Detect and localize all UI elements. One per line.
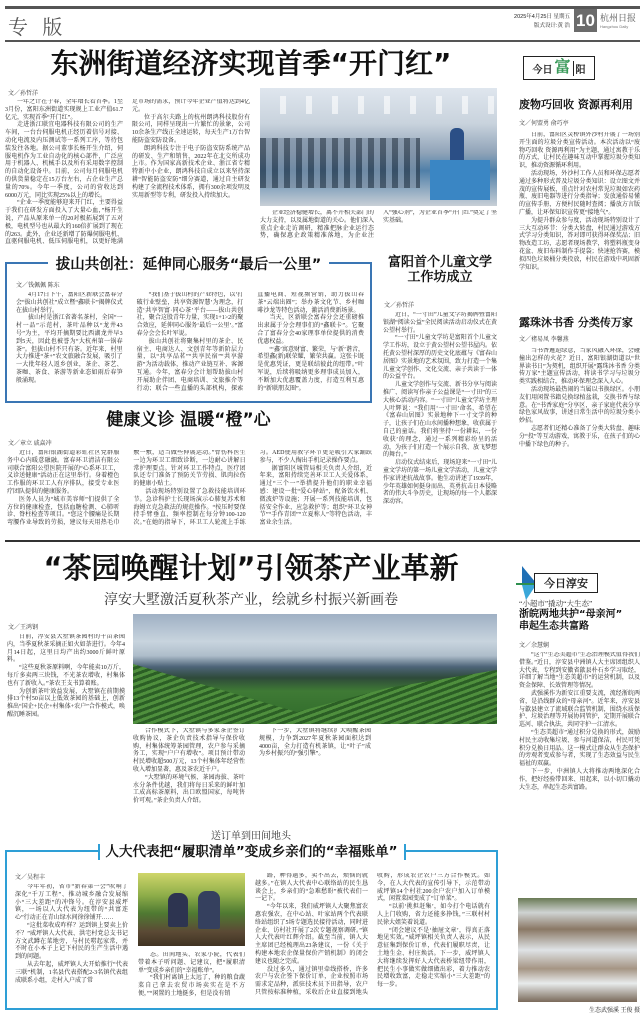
- chunan-sail-icon: [516, 566, 536, 600]
- paragraph: 活动现场特别设置了急救技能培训环节。急诊科护士长现场演示心肺复苏术和海姆立克急救法的规范操作。“按压时要保持手臂垂直，频率控制在每分钟100-120次。”在她的指导下，环卫工人轮流上手练习。AED使用教学环节更是吸引大家踊跃参与，不少人掏出手机记录操作要点。: [133, 450, 372, 527]
- paragraph: 儿童文学创作与交流、新书分享与阅读推广、阅读写作亲子公益课是“一寸田”的三大核心活动内容。“一寸田”儿童文学坊主理人叶辉说：“我们用‘一寸田’命名，希望在《富春山居图》实景地种下一寸文学的种子，让孩子们在山水间播种想象，收获属于自己的童话。我们将坚持‘一份耕耘，一份收获’的理念，通过一系列精彩纷呈的活动，为孩子们打造一个展示自我、放飞梦想的舞台。”: [383, 382, 497, 459]
- bashan-headline: 拔山共创社：延伸同心服务“最后一公里”: [48, 257, 330, 273]
- npc-author: 文／吴程丰: [15, 875, 46, 881]
- paragraph: 武强溪作为新安江重要支流，流经浙皖两省，是沿线群众的“母亲河”。近年来，淳安县与歙县建立了流域联合监管机制，围绕水质保护、垃圾治理等开展协同管护，定期开展联合巡河、联合执法，共同守护一江清水。: [519, 690, 640, 729]
- paragraph: “我们村离镇上太远了，种的粮食蔬菜自己拿去农贸市场卖实在是不方便，”“闲置的土地挺多，但是没有销: [138, 975, 245, 997]
- health-author: 文／章立 戚焱冲: [8, 441, 52, 447]
- river-headline-line2: 串起生态共富路: [519, 621, 589, 632]
- tea-body-under-photo: [133, 728, 497, 810]
- factory-photo: [260, 88, 497, 206]
- chunan-logo-text: 今日淳安: [534, 573, 598, 593]
- npc-headline-wrap: [5, 841, 498, 861]
- paragraph: “一寸田”儿童文学坊是富阳首个儿童文学工作坊，设立于黄公望村公望书屋内。依托黄公望村深厚的历史文化底蕴与《富春山居图》实景地的艺术氛围，致力打造一个集儿童文学创作、文化交流、亲子共读于一体的公益平台。: [383, 335, 497, 381]
- today-chunan-logo: [516, 566, 602, 602]
- dongzhou-body-after-photo: [260, 210, 497, 249]
- paragraph: 医务人员为“城市美容师”们提供了全方位的健康检查，包括血糖检测、心肺听诊、脊柱检查等项目。“您这个腰痛是长期弯腰作业导致的劳损，建议每天用热毛巾敷一敷，适当做些伸展运动。”骨伤科医生一边为环卫工细致诊断，一边耐心讲解日常护理要点。针对环卫工作特点，医疗团队还专门准备了预防关节劳损、肌肉拉伤的健康小贴士。: [7, 450, 246, 527]
- paragraph: 态。田间地头、农家小院，代表们带着本子听问题、记建议，把“履职清单”变成乡亲们的“幸福账单”。: [138, 952, 245, 974]
- logo-text-fu: 富: [554, 56, 571, 76]
- paragraph: 拔山共创社将聚集村里的茶企、民宿主、电商达人、文创青年等新阶层力量，以“共享品茗”“共享民宿”“共享游游”为活动载体，推动产业链互补、客源互通。今年，富春分会计划帮助拔山村开展助企伴团、电商培训、文旅推介等行动；联合一些直播的头部机构，探索直播电商、短视频营销，助力拔山春茶“云端出圈”；举办茶文化节、乡村咖啡沙龙等特色活动，激活消费新场景。: [136, 292, 364, 392]
- dongzhou-author: 文／孙哲洋: [8, 91, 39, 97]
- river-photo: [518, 898, 637, 1002]
- paragraph: 为创新茶叶效益发展，大墅镇在前期摸排13个村50亩以上低效茶园的基础上，创新推出“国企+民企+村集体+农户”合作模式，唤醒沉睡茶园。: [7, 688, 125, 718]
- logo-text-yang: 阳: [573, 61, 586, 76]
- factory-ceiling-lights: [260, 96, 497, 114]
- paragraph: 下一步，中洲镇人大将推动两地深化合作，把好经验带回来、用起来，以小切口撬动大生态，串起生态共富路。: [519, 768, 640, 791]
- paragraph: “这个‘生态美超市’生态治理模式值得我们借鉴。”近日，淳安县中洲镇人大主席团组织人大代表，专程到安徽省歙县朴石乡学习取经，详细了解当地“生态美超市”的运营机制，以及资金保障、长效管理等情况。: [519, 652, 640, 690]
- paragraph: 活动现场，外沙村工作人员和环保志愿者通过多种形式普及垃圾分类知识：设立图文并茂的宣传展板，重点针对农村常见垃圾如农药瓶、废旧电器等进行分类指导；发放通俗易懂的宣传手册，方便村民随时查阅；播放方言版广播，让环保知识宣传更“接地气”。: [519, 170, 640, 216]
- paragraph: “闭会建议不是‘抽屉文章’，得真正落地见实效。”威坪镇相关负责人表示，从民意征集到保价订单，代表们履职尽责，让土地生金、村庄焕活。下一步，威坪镇人大将继续发挥好人大代表桥梁纽带作用，把民生小事做实做细做出彩，着力推动农民增收致富，走稳走实缩小“三大差距”的每一步。: [377, 927, 490, 989]
- tea-body-left: [7, 634, 125, 810]
- paragraph: “大墅镇的环境气候、茶园海拔、茶叶水分条件优越，我们将每日采来的鲜叶加工成高标茶原料，出口欧盟国家，每吨售价可观。”茶企负责人介绍。: [133, 774, 245, 805]
- river-headline-line1: 浙皖两地共护“母亲河”: [519, 609, 623, 620]
- paragraph: 今年年初，省市“新春第一会”吹响了深化“千万工程”、推动城乡融合发展缩小“三大差距”的冲锋号。在淳安县威坪镇，一场以人大代表为纽带的“共富连心”行动正在青山绿水间徐徐铺开……: [15, 884, 128, 922]
- farmer-left: [168, 893, 188, 927]
- tea-author: 文／王鸿钢: [8, 625, 39, 631]
- children-body: [383, 312, 497, 530]
- section-title: 专 版: [8, 15, 67, 39]
- tea-subtitle: 淳安大墅激活夏秋茶产业，绘就乡村振兴新画卷: [104, 592, 398, 608]
- children-author: 文／孙哲洋: [384, 303, 415, 309]
- paragraph: 据富阳区城管局相关负责人介绍，近年来，富阳持续完善环卫工人关爱体系，通过“三个一”举措提升他们的职业幸福感：建设一批“爱心驿站”，配备饮水机、微波炉等设施；开展一系列技能培训，包括安全作业、应急救护等；组织“环卫女神节”“手作青团”“立夏称人”等特色活动，丰富业余生活。: [259, 465, 372, 527]
- health-body: [7, 450, 372, 530]
- paragraph: “企业一季度能够迎来开门红，主要得益于我们在研发方面投入了大量心血，”杨开生说，产品从原来单一的20对极拓展到了五对极，电机型号也从最大的160倍扩展到了现在的263。此外，企业还新增了防爆伺服电机、直驱伺服电机、低压伺服电机，以更好地满足市场的需求，预计今年企业产值将达到4亿元。: [5, 99, 250, 246]
- dew-body: [519, 348, 640, 530]
- river-photo-caption: 生态武强溪 王俊 摄: [588, 1008, 640, 1014]
- npc-body-col2: [138, 952, 245, 1006]
- paragraph: 为提升群众参与度，活动现场特别设计了三大互动环节：分类大转盘，村民通过游戏方式学习分类知识，答对即可获得环保奖品；旧物改造工坊，志愿者现场教学，将塑料瓶变身花盆、废旧布料制作手提袋；快速抢答赛，模拟四色垃圾桶分类投放，村民在游戏中巩固新学知识。: [519, 217, 640, 271]
- children-headline-line1: 富阳首个儿童文学: [387, 255, 492, 270]
- paragraph: 路，种得越多，卖不出去，烦恼的就越多。”在镇人大代表中心联络站的民生恳谈会上，乡亲们的“急难愁盼”被代表们一一记下。: [255, 873, 368, 903]
- paragraph: “这些夏秋茶原料啊，今年能卖10万斤，每斤多卖两三块钱，不光茶农增收，村集体也有了新收入。”茶农王支书算着账。: [7, 665, 125, 687]
- children-headline-line2: 工作坊成立: [407, 270, 473, 285]
- paragraph: 位于高尔夫路上的杭州朗鸿科技股份有限公司，同样呈现出一片繁忙的景象，公司10余条生产线正全速运转，每天生产1万台智能防盗安防设备。: [132, 114, 250, 144]
- paragraph: 一年之计在于春，全年增长看首季。1至3月份，富阳东洲街道实现规上工业产值61.7亿元，实现首季“开门红”。: [5, 99, 123, 121]
- waste-body: [519, 132, 640, 308]
- newspaper-logo: 杭州日报: [600, 13, 637, 23]
- npc-kicker: 送订单到田间地头: [211, 831, 291, 842]
- dew-author: 文／褚易凤 李馨燕: [519, 337, 569, 343]
- paragraph: 合作模式下，大墅镇与多家茶企签订收购协议，茶企负责技术指导与保价收购，村集体统筹茶园管理，农户参与采摘务工，实现“户户有增收”。项目预计带动村民增收超500万元，13个村集体年经营性收入增加显著，惠及茶农近千户。: [133, 728, 245, 773]
- dongzhou-headline: 东洲街道经济实现首季“开门红”: [50, 47, 452, 80]
- paragraph: 拔山村是浙江省著名茶村，全国“一村一品”示范村，茶叶品种以“龙井43号”为主，平均开摘期要比西湖龙井早3到5天，因此也被誉为“大杭州第一锅春茶”。但拔山村不只有茶。近年来，村里大力推进“茶+”农文旅融合发展，吸引了一大批年轻人返乡创业，茶企、茶艺、茶咖、茶食、茶游等新业态如雨后春笋般涌现。: [16, 315, 123, 384]
- paragraph: “今年以来，我们威坪镇人大聚焦富农惠农强农，在中心站、叶家站两个代表联络站组织了5场专题选民接待活动，同时进企业、访村社开展了2次专题视察调研。”镇人大代表叶红辉介绍。截至当前，镇人大主席团已经梳理出23条建议，一份《关于构建本地农企保量保价产销机制》的闭会建议也随之完成。: [255, 904, 368, 965]
- paragraph: 启动仪式结束后，现场迎来“一寸田”儿童文学坊的第一场儿童文学活动，儿童文学作家讲述抗战故事。他生动讲述了1939年，少年英雄如何挺身而出、英勇抗击日本侵略者的伟大斗争历史，让现场的每一个人都深深动容。: [383, 460, 497, 506]
- paragraph: 没过多久，通过镇里牵线搭桥，许多农户与农企签下保价订单，企业按照市场需求定品种，派驻技术员下田指导，农户只管按标准种植，采收后企业直接到地头收购，形成农企农户三方合作模式。如今，在人大代表的宣传引导下，示范带动威坪镇14个村社200余户农户加入订单模式，闲置菜园变成了“订单菜”。: [255, 873, 490, 996]
- river-author: 文／余慧娴: [519, 643, 550, 649]
- masthead-top-rule: [5, 6, 640, 9]
- paragraph: 近日，富阳银湖街道彩虹社区党群服务中心内暖意融融。富春环卫清洁有限公司联合富阳公望医院开展的“心系环卫工，义诊送健康”活动正在这里举行。身着橙色工作服的环卫工人有序排队，接受专业医疗团队提供的健康服务。: [7, 450, 120, 495]
- logo-text-today: 今日: [532, 64, 553, 76]
- paragraph: 活动现场最热闹的当属以书换绿区。小朋友们用闲置书籍兑换绿植盆栽，交换书香与绿意。在“书香家庭”分享区，亲子家庭代表分享绿色家风故事，讲述日常生活中的垃圾分类小妙招。: [519, 386, 640, 425]
- paragraph: 日前，淳安县大墅镇茶园村的千亩茶园内，当季夏秋茶采摘正如火如荼进行。今年4月14日起，这里日均产出约3000斤鲜叶原料。: [7, 634, 125, 664]
- bashan-author: 文／钱佩佩 陈东: [16, 283, 60, 289]
- paragraph: “我们基于拔山村的产业特色，以‘打破行业壁垒，共享资源智慧’为理念，打造‘共享智富·同心茶’平台——拔山共创社，聚合这股青年力量，实现1+1>2的聚合效应，延伸同心服务‘最后一公里’。”富春分会会长叶军说。: [136, 292, 244, 337]
- farmer-right: [198, 891, 220, 929]
- paragraph: “这批菜收成咋样？运到镇上要卖上价不？”威坪镇人大代表、洪宅村党总支书记方文武蹲在菜地旁，与村民唠起家常，并不时在小本子上记下村民的生产生活中遇到的问题。: [15, 922, 128, 961]
- paragraph: 当书香邂逅绿意，当家风融入环保，会碰撞出怎样的火花？近日，富阳银湖街道以“世界读书日”为契机，组织开展“露珠沐书香 分类传万家”主题宣传活动，将读书学习与垃圾分类实践相结合，推动环保理念深入人心。: [519, 348, 640, 386]
- factory-machines: [260, 138, 420, 188]
- health-headline: 健康义诊 温暖“橙”心: [106, 410, 271, 430]
- tea-garden-photo: [133, 614, 497, 724]
- river-body: [519, 652, 640, 895]
- paragraph: 朗鸿科技专注于电子防盗安防系统产品的研发、生产和销售，2022年在北交所成功上市。作为国家高新技术企业、浙江省专精特新中小企业，朗鸿科技自成立以来坚持深耕“智能防盗安防”细分赛道，通过自主研发构建了全流程技术体系，拥有300余项发明及实用新型等专利，研发投入持续加大。: [132, 145, 250, 199]
- today-fuyang-logo: [523, 56, 595, 80]
- paragraph: 日前，富阳区灵桥镇外沙村开展了一场别开生面的垃圾分类宣传活动。本次活动以“废物巧回收 资源再利用”为主题，通过寓教于乐的方式，让村民在趣味互动中掌握垃圾分类知识，推动资源循环利用。: [519, 132, 640, 170]
- page-number-box: 10: [574, 9, 597, 32]
- paragraph: 4月17日下午，富阳区新联会富春分会“拔山共创社”成立暨“鑫联卡”揭牌仪式在拔山村举行。: [16, 292, 123, 314]
- paragraph: 志愿者们还精心准备了分类大转盘、趣味分“投”等互动游戏，寓教于乐，在孩子们的心中播下绿色的种子。: [519, 425, 640, 448]
- paragraph: “以前‘挑担赶集’，如今打个电话就有人上门收购，省力还能多挣钱，”三联村村民徐大姐笑着说道。: [377, 904, 490, 926]
- masthead-bottom-rule: [5, 40, 640, 42]
- paragraph: 当天，区新联会富春分会还重磅推出隶属于分会理事们的“鑫联卡”。它聚合了富春分会40家理事单位提供的消费优惠权益。: [257, 315, 364, 345]
- waste-headline: 废物巧回收 资源再利用: [519, 98, 633, 111]
- tea-headline: “茶园唤醒计划”引领茶产业革新: [43, 551, 459, 585]
- layout-designer: 版式设计:黄 浩: [533, 23, 570, 29]
- newspaper-logo-en: Hangzhou Daily: [600, 24, 629, 29]
- dongzhou-body: [5, 99, 250, 249]
- factory-crates: [430, 160, 490, 200]
- bashan-headline-wrap: [5, 254, 372, 274]
- farmers-photo: [138, 873, 245, 946]
- dew-headline: 露珠沐书香 分类传万家: [519, 316, 633, 329]
- section-divider: [5, 540, 640, 542]
- paragraph: “‘鑫’寓意财富、繁荣，与‘新’谐音，希望鑫(新)联荣耀，繁荣共赢。这张卡既是优惠凭证，更是联结彼此的纽带。”叶军说，后续将吸纳更多理事成员加入，不断加大优惠覆盖力度，打造互利互惠的“新联朋友圈”。: [257, 346, 364, 392]
- npc-headline: 人大代表把“履职清单”变成乡亲们的“幸福账单”: [98, 844, 406, 860]
- paragraph: 近日，“一寸田”儿童文学坊揭牌暨富阳银湖“阅读公益”全民阅读活动启动仪式在黄公望村举行。: [383, 312, 497, 334]
- paragraph: “生态美超市”通过积分兑换的形式，鼓励村民主动收集垃圾、参与河道保洁，村民可凭积分兑换日用品。这一模式让群众从生态保护的旁观者变成参与者，实现了生态效益与民生福祉的双赢。: [519, 729, 640, 768]
- tea-rows: [133, 664, 497, 724]
- npc-body-rest: [255, 873, 490, 1005]
- bashan-body: [16, 292, 364, 396]
- waste-author: 文／何盟勇 俞巧亭: [519, 121, 569, 127]
- river-kicker: “小超市”撬动“大生态”: [519, 599, 593, 608]
- npc-body-col1: [15, 884, 128, 1004]
- paragraph: 下一步，大墅镇将继续扩大唤醒茶园规模，力争到2027年夏秋茶园面积达到4000亩，全力打造有机茶镇，让“叶子”成为乡村振兴的“强引擎”。: [259, 728, 371, 758]
- paragraph: 走进浙江联宜电器科技有限公司的生产车间，一台台伺服电机正经历着信号对接、动化电流及内压测试等一系列工序，等待包装发往各地。据公司董事长杨开生介绍，伺服电机作为工业自动化的核心部件，广泛应用于机器人、机械手以及所有采用数字控制的自动化设备中。目前，公司每月伺服电机的供货量稳定在15万台左右，占企业生产总量的70%。今年一季度，公司的营收达到6000万元，同比实现25%以上的增长。: [5, 122, 123, 199]
- paragraph: 从去年起，威坪镇人大开始推行“代表三联”机制，1名县代表搭配2-3名镇代表组成联系小组，走村入户成了常: [15, 961, 128, 984]
- issue-date: 2025年4月25日 星期五: [514, 14, 570, 20]
- paragraph: 企业经济稳健增长，离不开相关部门的大力支持，以及属地街道的关心。他们深入重点企业走访调研，精准把脉企业运行态势，确保惠企政策精准落地，为企业注入“强心剂”，为企业首季“开门红”奠定了坚实基础。: [260, 210, 497, 240]
